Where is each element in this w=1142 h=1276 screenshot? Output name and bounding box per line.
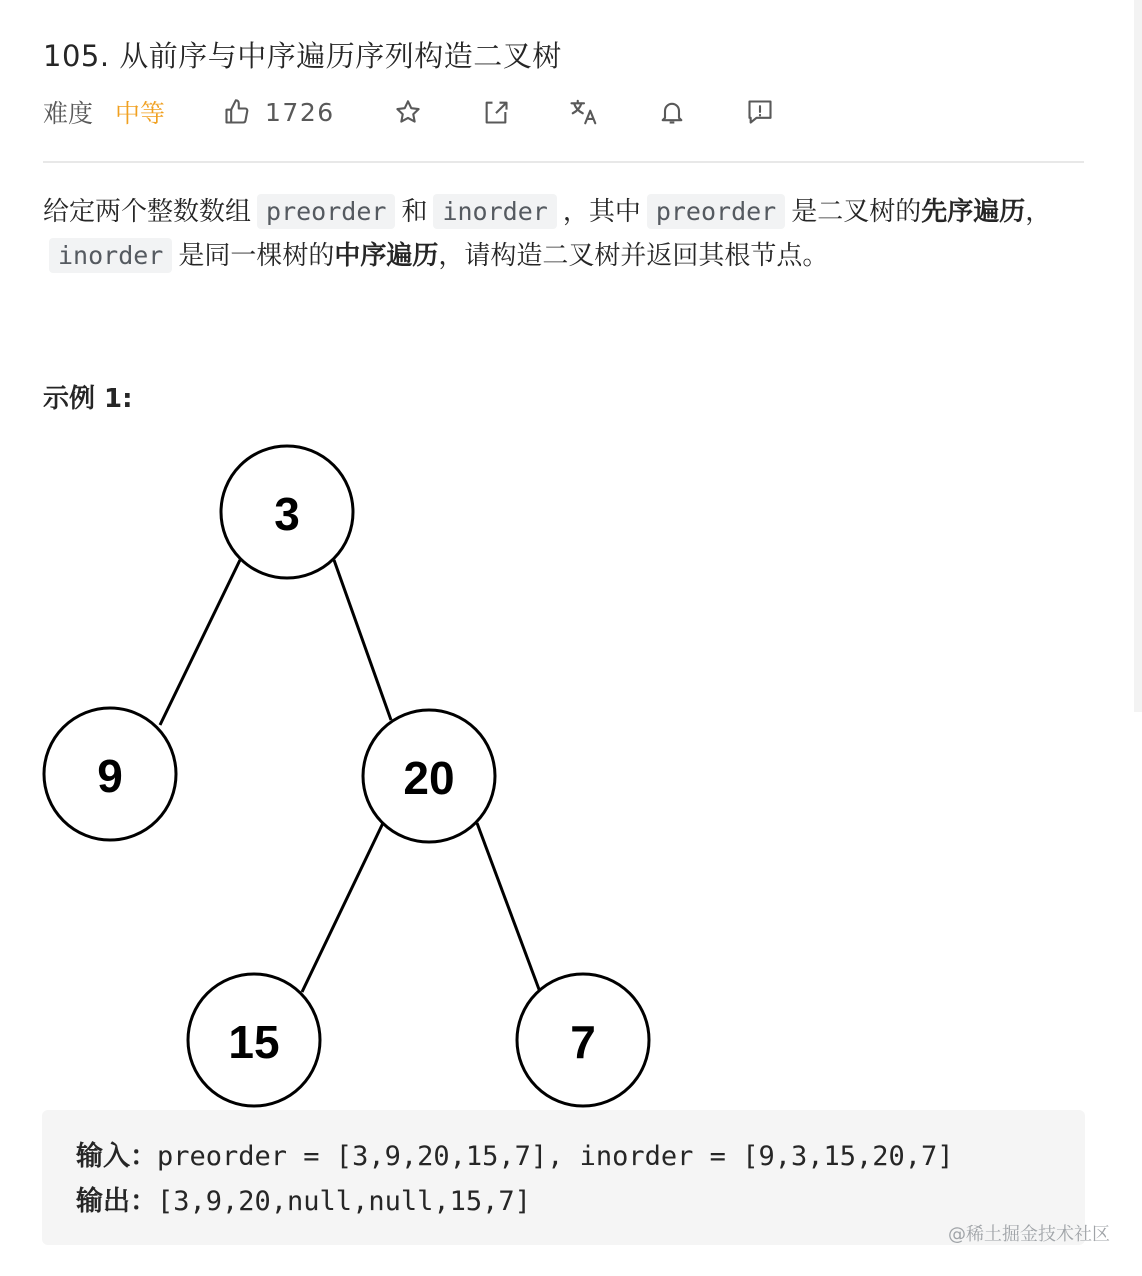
input-value: preorder = [3,9,20,15,7], inorder = [9,3,15,20,7]	[157, 1141, 954, 1172]
star-icon	[394, 98, 422, 126]
watermark: @稀土掘金技术社区	[948, 1224, 1110, 1245]
problem-meta-bar	[43, 92, 775, 132]
translate-button[interactable]	[569, 97, 599, 127]
share-icon	[482, 98, 510, 126]
inline-code: inorder	[433, 194, 556, 229]
output-label: 输出：	[76, 1186, 157, 1217]
example-title: 示例 1:	[43, 384, 133, 414]
bell-icon	[658, 98, 686, 126]
tree-edge	[477, 823, 540, 992]
notification-button[interactable]	[657, 97, 687, 127]
tree-node-label: 15	[228, 1016, 280, 1068]
example-code-block	[42, 1110, 1085, 1245]
desc-bold: 中序遍历	[334, 241, 439, 271]
desc-bold: 先序遍历	[921, 197, 1026, 227]
binary-tree-diagram	[0, 420, 660, 1120]
tree-edge	[160, 560, 240, 725]
inline-code: preorder	[647, 194, 785, 229]
translate-icon	[569, 97, 599, 127]
desc-text: ，其中	[562, 197, 641, 227]
input-label: 输入：	[76, 1141, 157, 1172]
desc-text: 是同一棵树的	[178, 241, 335, 271]
like-button[interactable]	[223, 98, 335, 127]
tree-edge	[334, 560, 391, 720]
difficulty-badge: 中等	[115, 99, 166, 128]
desc-text: ，请构造二叉树并返回其根节点。	[438, 241, 829, 271]
problem-title: 105. 从前序与中序遍历序列构造二叉树	[43, 39, 562, 73]
scrollbar[interactable]	[1134, 0, 1142, 712]
tree-node-label: 7	[570, 1016, 596, 1068]
desc-text: 是二叉树的	[791, 197, 922, 227]
problem-description	[43, 190, 1088, 278]
favorite-button[interactable]	[393, 97, 423, 127]
inline-code: inorder	[49, 238, 172, 273]
tree-node-label: 9	[97, 750, 123, 802]
share-button[interactable]	[481, 97, 511, 127]
difficulty-label: 难度	[43, 99, 94, 128]
header-divider	[43, 161, 1084, 163]
feedback-button[interactable]	[745, 97, 775, 127]
tree-edge	[302, 823, 383, 992]
like-count: 1726	[265, 97, 335, 127]
feedback-icon	[746, 98, 774, 126]
output-value: [3,9,20,null,null,15,7]	[157, 1186, 531, 1217]
inline-code: preorder	[257, 194, 395, 229]
thumbs-up-icon	[223, 98, 251, 126]
desc-text: 给定两个整数数组	[43, 197, 252, 227]
tree-node-label: 3	[274, 488, 300, 540]
tree-node-label: 20	[403, 752, 455, 804]
desc-text: 和	[401, 197, 428, 227]
desc-text: ，	[1025, 197, 1052, 227]
